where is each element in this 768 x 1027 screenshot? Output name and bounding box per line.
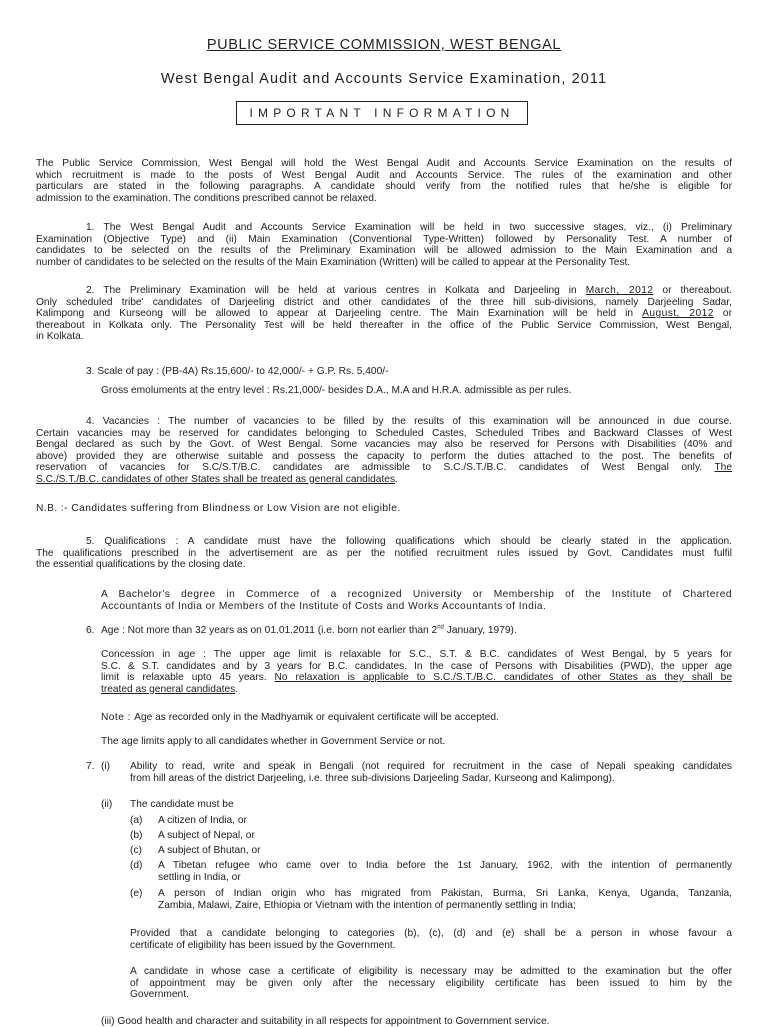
eligibility-line: Government.	[130, 989, 189, 1001]
list-item-e-line: Zambia, Malawi, Zaire, Ethiopia or Vietnam with the intention of permanently settling in India;	[158, 899, 576, 911]
intro-line: admission to the examination. The conditions prescribed cannot be relaxed.	[36, 192, 377, 204]
para1-line: Examination (Objective Type) and (ii) Main Examination (Conventional Type-Written) followed by Personality Test. A number of	[36, 233, 732, 245]
eligibility-certificate-clause	[130, 966, 732, 1001]
para2-line	[36, 308, 732, 320]
note-text: Age as recorded only in the Madhyamik or equivalent certificate will be accepted.	[134, 712, 499, 723]
prelim-date: March, 2012	[585, 285, 654, 296]
concession-underlined: No relaxation is applicable to S.C./S.T./B.C. candidates of other States as they shall be	[274, 672, 732, 684]
age-concession	[101, 649, 732, 695]
para5-line: 5. Qualifications : A candidate must have the following qualifications which should be clearly stated in the application.	[86, 536, 732, 547]
eligibility-line: of appointment may be given only after the necessary eligibility certificate has been issued to him by the	[130, 977, 732, 989]
para5-line: the essential qualifications by the closing date.	[36, 559, 246, 571]
age-note	[101, 712, 499, 723]
para1-line: number of candidates to be selected on the results of the Main Examination (Written) will be called to appear at the Personality Test.	[36, 256, 631, 268]
list-label-b: (b)	[130, 830, 143, 841]
provided-line: Provided that a candidate belonging to categories (b), (c), (d) and (e) shall be a person in whose favour a	[130, 928, 732, 939]
bengali-line: from hill areas of the district Darjeeling, i.e. three sub-divisions Darjeeling Sadar, Kurseong and Kalimpong).	[130, 772, 615, 784]
para4-text: .	[395, 473, 398, 485]
para2-text: Kalimpong and Kurseong will be allowed to appear at Darjeeling centre. The Main Examination will be held in	[36, 308, 643, 320]
concession-line: S.C. & S.T. candidates and by 3 years for B.C. candidates. In the case of Persons with Disabilities (PWD), the upper age	[101, 660, 732, 672]
para5-line: The qualifications prescribed in the advertisement are as per the notified recruitment rules issued by Govt. Candidates must fulfil	[36, 547, 732, 559]
list-label-a: (a)	[130, 815, 143, 826]
qualification-line: A Bachelor's degree in Commerce of a recognized University or Membership of the Institute of Chartered	[101, 589, 732, 600]
candidate-must-be: The candidate must be	[130, 799, 234, 810]
paragraph-2	[36, 285, 732, 343]
concession-line	[101, 684, 732, 696]
para2-text: or thereabout.	[653, 285, 732, 296]
para4-line	[36, 474, 732, 486]
para4-underlined: The	[714, 462, 732, 474]
list-item-d-line: A Tibetan refugee who came over to India before the 1st January, 1962, with the intention of permanently	[158, 860, 732, 871]
age-superscript: nd	[437, 624, 444, 631]
para4-line: Bengal declared as such by the Govt. of West Bengal. Some vacancies may also be reserved for Persons with Disabilities (40% and	[36, 439, 732, 451]
list-item-b: A subject of Nepal, or	[158, 830, 255, 841]
para2-text: or	[713, 308, 732, 320]
para1-line: candidates to be selected on the results of the Preliminary Examination will be allowed admission to the Main Examination and a	[36, 245, 732, 257]
intro-line: which recruitment is made to the posts of West Bengal Audit and Accounts Service. The rules of the examination and other	[36, 169, 732, 181]
list-label-c: (c)	[130, 845, 142, 856]
para2-text: 2. The Preliminary Examination will be held at various centres in Kolkata and Darjeeling in	[86, 285, 586, 296]
bengali-requirement	[130, 761, 732, 784]
para1-line: 1. The West Bengal Audit and Accounts Service Examination will be held in two successive stages, viz., (i) Preliminary	[86, 222, 732, 233]
commission-heading: PUBLIC SERVICE COMMISSION, WEST BENGAL	[206, 37, 562, 53]
list-item-c: A subject of Bhutan, or	[158, 845, 261, 856]
intro-paragraph	[36, 158, 732, 204]
para4-text: reservation of vacancies for S.C/S.T/B.C. candidates are admissible to S.C./S.T./B.C. candidates of West Bengal only.	[36, 462, 715, 474]
list-item-d	[158, 860, 732, 883]
age-text: January, 1979).	[443, 625, 517, 636]
gross-emoluments: Gross emoluments at the entry level : Rs.21,000/- besides D.A., M.A and H.R.A. admissible as per rules.	[101, 385, 572, 396]
para4-line: 4. Vacancies : The number of vacancies to be filled by the results of this examination will be announced in due course.	[86, 416, 732, 427]
qualification-line: Accountants of India or Members of the Institute of Costs and Works Accountants of India.	[101, 600, 547, 612]
paragraph-5-qualifications	[36, 536, 732, 571]
concession-text: .	[235, 683, 239, 695]
bengali-line: Ability to read, write and speak in Bengali (not required for recruitment in the case of Nepali speaking candidates	[130, 761, 732, 772]
para2-line: in Kolkata.	[36, 331, 84, 343]
para4-line	[36, 462, 732, 474]
list-item-d-line: settling in India, or	[158, 871, 241, 883]
provided-clause	[130, 928, 732, 951]
para2-line	[36, 285, 732, 297]
list-label-d: (d)	[130, 860, 143, 871]
concession-line	[101, 672, 732, 684]
sub-item-i-label: (i)	[101, 761, 111, 772]
age-text: Age : Not more than 32 years as on 01.01.2011 (i.e. born not earlier than 2	[101, 625, 438, 636]
para4-underlined: S.C./S.T./B.C. candidates of other States shall be treated as general candidates	[36, 473, 396, 485]
concession-line: Concession in age : The upper age limit is relaxable for S.C., S.T. & B.C. candidates of West Bengal, by 5 years for	[101, 649, 732, 660]
concession-text: limit is relaxable upto 45 years.	[101, 672, 275, 684]
paragraph-1	[36, 222, 732, 268]
intro-line: particulars are stated in the following paragraphs. A candidate should verify from the notified rules that he/she is eligible for	[36, 181, 732, 193]
scale-of-pay: 3. Scale of pay : (PB-4A) Rs.15,600/- to 42,000/- + G.P. Rs. 5,400/-	[86, 366, 389, 377]
para2-line: Only scheduled tribe' candidates of Darjeeling district and other candidates of the three hill sub-divisions, namely Darjeeling Sadar,	[36, 296, 732, 308]
note-label: Note :	[101, 712, 135, 723]
list-item-e-line: A person of Indian origin who has migrated from Pakistan, Burma, Sri Lanka, Kenya, Uganda, Tanzania,	[158, 888, 732, 899]
paragraph-4-vacancies	[36, 416, 732, 485]
list-item-e	[158, 888, 732, 911]
list-label-e: (e)	[130, 888, 143, 899]
sub-item-ii-label: (ii)	[101, 799, 113, 810]
provided-line: certificate of eligibility has been issued by the Government.	[130, 939, 396, 951]
concession-underlined: treated as general candidates	[101, 683, 236, 695]
qualification-text	[101, 589, 732, 612]
exam-title: West Bengal Audit and Accounts Service Examination, 2011	[160, 71, 608, 87]
main-exam-date: August, 2012	[642, 308, 714, 320]
important-information-box: IMPORTANT INFORMATION	[236, 101, 528, 125]
age-limit	[101, 625, 517, 636]
item-number-7: 7.	[86, 761, 95, 772]
para2-line: thereabout in Kolkata only. The Personality Test will be held thereafter in the office of the Public Service Commission, West Bengal,	[36, 319, 732, 331]
para4-line: Certain vacancies may be reserved for candidates belonging to Scheduled Castes, Scheduled Tribes and Backward Classes of West	[36, 427, 732, 439]
nb-note: N.B. :- Candidates suffering from Blindness or Low Vision are not eligible.	[36, 503, 401, 514]
item-number-6: 6.	[86, 625, 95, 636]
list-item-a: A citizen of India, or	[158, 815, 247, 826]
eligibility-line: A candidate in whose case a certificate of eligibility is necessary may be admitted to the examination but the offer	[130, 966, 732, 977]
intro-line: The Public Service Commission, West Bengal will hold the West Bengal Audit and Accounts Service Examination on the results of	[36, 158, 732, 169]
sub-item-iii: (iii) Good health and character and suitability in all respects for appointment to Government service.	[101, 1016, 550, 1027]
para4-line: above) provided they are otherwise suitable and possess the capacity to perform the duties attached to the post. The benefits of	[36, 450, 732, 462]
age-limits-apply: The age limits apply to all candidates whether in Government Service or not.	[101, 736, 446, 747]
